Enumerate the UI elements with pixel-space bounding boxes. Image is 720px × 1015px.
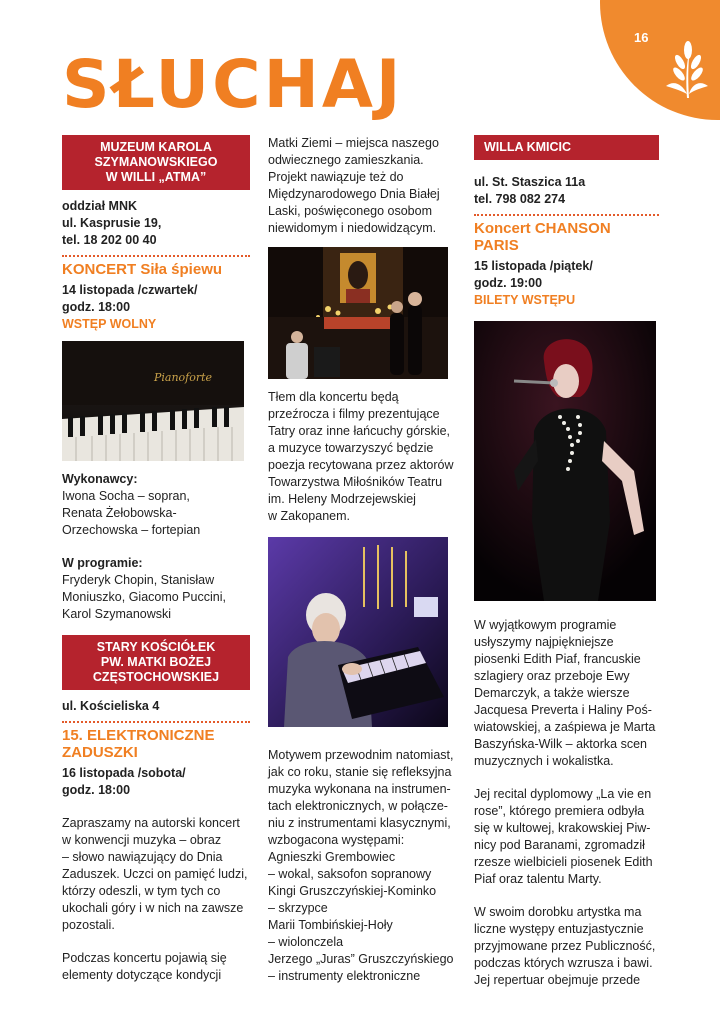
venue-line: STARY KOŚCIÓŁEK (96, 640, 216, 654)
paragraph-line: Jej repertuar obejmuje przede (474, 973, 641, 987)
paragraph-line: Projekt nawiązuje też do (268, 170, 404, 184)
church-concert-photo (268, 247, 448, 379)
svg-text:Pianoforte: Pianoforte (154, 371, 213, 384)
paragraph-line: Marii Tombińskiej-Hoły (268, 918, 393, 932)
paragraph-line: Agnieszki Grembowiec (268, 850, 396, 864)
paragraph-line: rzesze wielbicieli piosenek Edith (474, 855, 653, 869)
venue-line: W WILLI „ATMA” (105, 170, 207, 184)
paragraph-line: nicy pod Baranami, zgromadził (474, 838, 645, 852)
paragraph-line: którzy odeszli, w tym tych co (62, 884, 221, 898)
singer-photo (474, 321, 656, 601)
wheat-icon (662, 40, 712, 100)
column-3 (474, 135, 659, 989)
event-title-line: PARIS (474, 237, 519, 254)
address-line: ul. Kościeliska 4 (62, 699, 160, 713)
phone-line: tel. 798 082 274 (474, 192, 566, 206)
paragraph-line: Demarczyk, a także wiersze (474, 686, 630, 700)
event-title: KONCERT Siła śpiewu (62, 261, 223, 278)
venue-line: WILLA KMICIC (484, 140, 572, 154)
paragraph-line: Matki Ziemi – miejsca naszego (268, 136, 439, 150)
address-line: ul. St. Staszica 11a (474, 175, 586, 189)
paragraph-line: przeźrocza i filmy prezentujące (268, 407, 440, 421)
address-line: oddział MNK (62, 199, 137, 213)
event-ticket: WSTĘP WOLNY (62, 317, 157, 331)
dotted-divider (62, 721, 250, 723)
paragraph-line: wiatowskiej, a zaśpiewa je Marta (474, 720, 656, 734)
paragraph-line: szlagiery oraz przeboje Ewy (474, 669, 630, 683)
paragraph-line: się w kultowej, krakowskiej Piw- (474, 821, 651, 835)
paragraph-line: w konwencji muzyka – obraz (62, 833, 222, 847)
piano-photo (62, 341, 244, 461)
paragraph-line: – skrzypce (268, 901, 328, 915)
venue-church (62, 635, 250, 690)
paragraph-line: – słowo nawiązujący do Dnia (62, 850, 223, 864)
paragraph-line: Piaf oraz talentu Marty. (474, 872, 602, 886)
paragraph-line: piosenki Edith Piaf, francuskie (474, 652, 641, 666)
phone-line: tel. 18 202 00 40 (62, 233, 157, 247)
venue-willa-kmicic (474, 135, 659, 160)
paragraph-line: W swoim dorobku artystka ma (474, 905, 642, 919)
paragraph-line: – wokal, saksofon sopranowy (268, 867, 432, 881)
paragraph-line: usłyszymy najpiękniejsze (474, 635, 614, 649)
dotted-divider (62, 255, 250, 257)
venue-line: CZĘSTOCHOWSKIEJ (92, 670, 220, 684)
program-line: Moniuszko, Giacomo Puccini, (62, 590, 226, 604)
paragraph-line: elementy dotyczące kondycji (62, 968, 222, 982)
paragraph-line: Baszyńska-Wilk – aktorka scen (474, 737, 647, 751)
paragraph-line: Jacquesa Preverta i Haliny Poś- (474, 703, 652, 717)
paragraph-line: rose”, którego premiera odbyła (474, 804, 645, 818)
event-time: godz. 18:00 (62, 300, 131, 314)
event-title-line: 15. ELEKTRONICZNE (62, 727, 215, 744)
program-line: Fryderyk Chopin, Stanisław (62, 573, 215, 587)
column-1 (62, 135, 250, 984)
column-2 (268, 135, 456, 985)
paragraph-line: podczas których wzrusza i bawi. (474, 956, 653, 970)
event-ticket: BILETY WSTĘPU (474, 293, 576, 307)
program-line: Karol Szymanowski (62, 607, 172, 621)
paragraph-line: ukochali góry i w nich na zawsze (62, 901, 244, 915)
dotted-divider (474, 214, 659, 216)
paragraph-line: odwiecznego zamieszkania. (268, 153, 424, 167)
address-line: ul. Kasprusie 19, (62, 216, 162, 230)
paragraph-line: muzycznych i wokalistka. (474, 754, 614, 768)
page-number: 16 (634, 30, 649, 45)
paragraph-line: tach elektronicznych, w połącze- (268, 799, 448, 813)
performer-line: Iwona Socha – sopran, (62, 489, 190, 503)
paragraph-line: Tatry oraz inne łańcuchy górskie, (268, 424, 451, 438)
event-title-line: Koncert CHANSON (474, 220, 611, 237)
venue-line: MUZEUM KAROLA (100, 140, 212, 154)
paragraph-line: – wiolonczela (268, 935, 344, 949)
corner-decoration (600, 0, 720, 120)
paragraph-line: pozostali. (62, 918, 115, 932)
paragraph-line: Zaduszek. Uczci on pamięć ludzi, (62, 867, 248, 881)
paragraph-line: W wyjątkowym programie (474, 618, 617, 632)
event-date: 15 listopada /piątek/ (474, 259, 593, 273)
paragraph-line: Zapraszamy na autorski koncert (62, 816, 240, 830)
page-title: SŁUCHAJ (62, 46, 404, 123)
paragraph-line: Laski, poświęconego osobom (268, 204, 432, 218)
paragraph-line: muzyka wykonana na instrumen- (268, 782, 451, 796)
paragraph-line: liczne występy entuzjastycznie (474, 922, 644, 936)
venue-line: PW. MATKI BOŻEJ (100, 655, 212, 669)
paragraph-line: przyjmowane przez Publiczność, (474, 939, 656, 953)
paragraph-line: Tłem dla koncertu będą (268, 390, 399, 404)
event-title-line: ZADUSZKI (62, 744, 138, 761)
paragraph-line: im. Heleny Modrzejewskiej (268, 492, 416, 506)
paragraph-line: Jerzego „Juras” Gruszczyńskiego (268, 952, 454, 966)
paragraph-line: poezja recytowana przez aktorów (268, 458, 454, 472)
keyboard-player-photo (268, 537, 448, 727)
paragraph-line: Kingi Gruszczyńskiej-Kominko (268, 884, 437, 898)
performer-line: Renata Żełobowska- (62, 506, 177, 520)
paragraph-line: wzbogacona występami: (268, 833, 405, 847)
event-time: godz. 19:00 (474, 276, 543, 290)
venue-line: SZYMANOWSKIEGO (94, 155, 218, 169)
performer-line: Orzechowska – fortepian (62, 523, 201, 537)
paragraph-line: Motywem przewodnim natomiast, (268, 748, 454, 762)
event-time: godz. 18:00 (62, 783, 131, 797)
venue-museum (62, 135, 250, 190)
paragraph-line: jak co roku, stanie się refleksyjna (268, 765, 452, 779)
performers-heading: Wykonawcy: (62, 472, 138, 486)
paragraph-line: niewidomym i niedowidzącym. (268, 221, 437, 235)
program-heading: W programie: (62, 556, 143, 570)
event-date: 14 listopada /czwartek/ (62, 283, 198, 297)
paragraph-line: w Zakopanem. (268, 509, 350, 523)
paragraph-line: Towarzystwa Miłośników Teatru (268, 475, 443, 489)
event-date: 16 listopada /sobota/ (62, 766, 186, 780)
paragraph-line: – instrumenty elektroniczne (268, 969, 421, 983)
paragraph-line: a muzyce towarzyszyć będzie (268, 441, 434, 455)
paragraph-line: Międzynarodowego Dnia Białej (268, 187, 440, 201)
paragraph-line: niu z instrumentami klasycznymi, (268, 816, 451, 830)
paragraph-line: Podczas koncertu pojawią się (62, 951, 227, 965)
paragraph-line: Jej recital dyplomowy „La vie en (474, 787, 652, 801)
